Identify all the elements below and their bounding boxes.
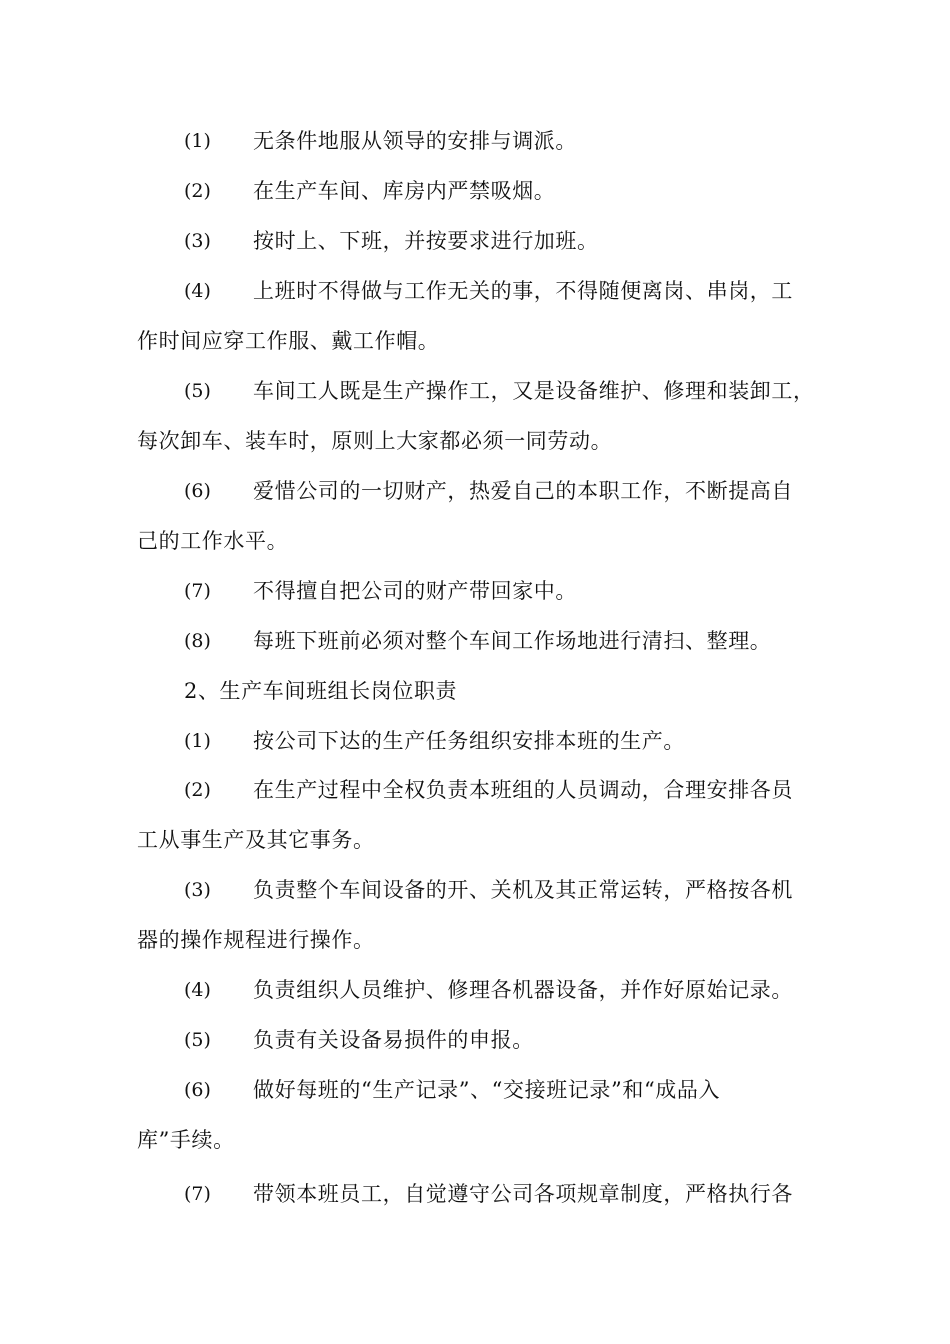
item-text: 按公司下达的生产任务组织安排本班的生产。 [253,729,685,753]
item-text: 负责整个车间设备的开、关机及其正常运转，严格按各机 [253,878,793,902]
item-text: 不得擅自把公司的财产带回家中。 [253,579,577,603]
item-number: (4) [184,979,211,1001]
item-number: (2) [184,779,211,801]
item-text: 在生产车间、库房内严禁吸烟。 [253,179,556,203]
item-text-continuation: 作时间应穿工作服、戴工作帽。 [137,329,440,353]
item-number: (3) [184,879,211,901]
item-number: (3) [184,230,211,252]
item-number: (6) [184,1079,211,1101]
item-text: 爱惜公司的一切财产，热爱自己的本职工作，不断提高自 [253,479,793,503]
item-text: 上班时不得做与工作无关的事，不得随便离岗、串岗，工 [253,279,793,303]
item-text: 无条件地服从领导的安排与调派。 [253,129,577,153]
item-number: (5) [184,380,211,402]
item-text-continuation: 库”手续。 [137,1128,235,1152]
item-text: 每班下班前必须对整个车间工作场地进行清扫、整理。 [253,629,772,653]
item-number: (8) [184,630,211,652]
item-number: (1) [184,130,211,152]
item-number: (5) [184,1029,211,1051]
item-number: (6) [184,480,211,502]
item-text-continuation: 工从事生产及其它事务。 [137,828,375,852]
item-number: (2) [184,180,211,202]
item-text: 带领本班员工，自觉遵守公司各项规章制度，严格执行各 [253,1182,793,1206]
item-number: (7) [184,580,211,602]
section-heading: 2、生产车间班组长岗位职责 [184,679,458,703]
item-text-continuation: 每次卸车、装车时，原则上大家都必须一同劳动。 [137,429,613,453]
item-number: (4) [184,280,211,302]
item-text: 做好每班的“生产记录”、“交接班记录”和“成品入 [253,1078,721,1102]
item-text: 负责有关设备易损件的申报。 [253,1028,534,1052]
item-text: 车间工人既是生产操作工，又是设备维护、修理和装卸工， [253,379,815,403]
item-text-continuation: 器的操作规程进行操作。 [137,928,375,952]
item-number: (1) [184,730,211,752]
item-text: 按时上、下班，并按要求进行加班。 [253,229,599,253]
item-text: 负责组织人员维护、修理各机器设备，并作好原始记录。 [253,978,793,1002]
item-text: 在生产过程中全权负责本班组的人员调动，合理安排各员 [253,778,793,802]
item-number: (7) [184,1183,211,1205]
item-text-continuation: 己的工作水平。 [137,529,289,553]
